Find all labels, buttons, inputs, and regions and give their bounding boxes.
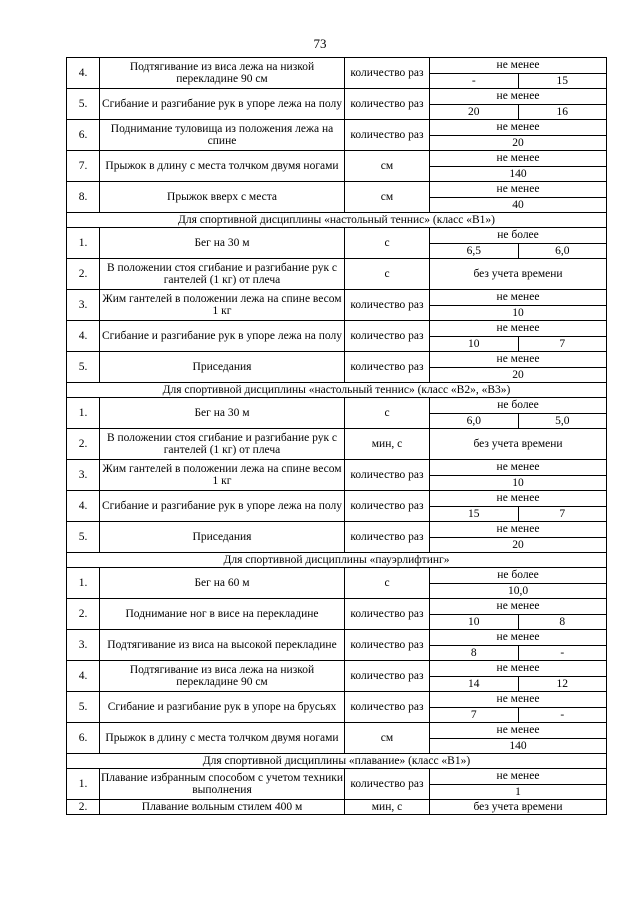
unit: с — [345, 259, 430, 290]
row-number: 5. — [67, 352, 100, 383]
section-header: Для спортивной дисциплины «плавание» (класс «В1») — [67, 754, 607, 769]
standard-cell — [430, 661, 607, 692]
exercise-name: Плавание вольным стилем 400 м — [100, 800, 345, 815]
exercise-row — [67, 120, 607, 151]
standards-table — [66, 57, 607, 815]
standard-value: 7 — [470, 708, 477, 721]
exercise-row — [67, 89, 607, 120]
row-number: 3. — [67, 290, 100, 321]
standard-cell — [430, 89, 607, 120]
exercise-row — [67, 429, 607, 460]
standard-plain: без учета времени — [473, 268, 563, 280]
exercise-row — [67, 800, 607, 815]
unit: с — [345, 398, 430, 429]
exercise-name: В положении стоя сгибание и разгибание рук с гантелей (1 кг) от плеча — [100, 259, 345, 290]
standard-block — [430, 599, 606, 629]
row-number: 6. — [67, 120, 100, 151]
exercise-row — [67, 58, 607, 89]
standard-block — [430, 769, 606, 799]
standard-values — [430, 739, 606, 754]
standard-label: не менее — [430, 723, 606, 739]
standard-label: не менее — [430, 321, 606, 337]
section-header: Для спортивной дисциплины «пауэрлифтинг» — [67, 553, 607, 568]
standard-block — [430, 661, 606, 691]
row-number: 1. — [67, 769, 100, 800]
standard-value: 10 — [512, 476, 524, 489]
standard-value: 1 — [515, 785, 521, 798]
unit: см — [345, 723, 430, 754]
standard-cell — [430, 259, 607, 290]
standard-value: 8 — [470, 646, 477, 659]
standard-label: не менее — [430, 352, 606, 368]
exercise-name: Приседания — [100, 352, 345, 383]
exercise-name: Жим гантелей в положении лежа на спине весом 1 кг — [100, 460, 345, 491]
section-header-row — [67, 383, 607, 398]
section-header: Для спортивной дисциплины «настольный теннис» (класс «В2», «В3») — [67, 383, 607, 398]
standard-value: 20 — [512, 538, 524, 551]
row-number: 2. — [67, 800, 100, 815]
exercise-name: Сгибание и разгибание рук в упоре лежа на полу — [100, 89, 345, 120]
exercise-row — [67, 723, 607, 754]
exercise-row — [67, 522, 607, 553]
standard-label: не более — [430, 398, 606, 414]
unit: количество раз — [345, 58, 430, 89]
standard-value: 20 — [512, 368, 524, 381]
standard-block — [430, 723, 606, 753]
row-number: 3. — [67, 630, 100, 661]
standard-value: 6,0 — [518, 244, 607, 259]
standard-cell — [430, 723, 607, 754]
unit: количество раз — [345, 89, 430, 120]
row-number: 1. — [67, 228, 100, 259]
standard-value: 10,0 — [507, 584, 529, 597]
unit: с — [345, 568, 430, 599]
exercise-name: Жим гантелей в положении лежа на спине весом 1 кг — [100, 290, 345, 321]
standard-value: 20 — [512, 136, 524, 149]
standard-block — [430, 568, 606, 598]
standard-value: 10 — [468, 337, 480, 350]
exercise-name: Подтягивание из виса на высокой перекладине — [100, 630, 345, 661]
exercise-name: Плавание избранным способом с учетом техники выполнения — [100, 769, 345, 800]
standard-block — [430, 692, 606, 722]
exercise-row — [67, 290, 607, 321]
standard-label: не менее — [430, 120, 606, 136]
unit: количество раз — [345, 352, 430, 383]
exercise-name: Прыжок в длину с места толчком двумя ногами — [100, 723, 345, 754]
unit: мин, с — [345, 429, 430, 460]
standard-label: не менее — [430, 692, 606, 708]
standard-value: 8 — [518, 615, 607, 630]
exercise-name: Бег на 30 м — [100, 228, 345, 259]
standard-cell — [430, 182, 607, 213]
standard-cell — [430, 491, 607, 522]
standard-block — [430, 151, 606, 181]
section-header: Для спортивной дисциплины «настольный теннис» (класс «В1») — [67, 213, 607, 228]
exercise-name: Приседания — [100, 522, 345, 553]
standard-block — [430, 398, 606, 428]
standard-cell — [430, 769, 607, 800]
standard-values — [430, 368, 606, 383]
standard-label: не менее — [430, 182, 606, 198]
standard-label: не менее — [430, 661, 606, 677]
standard-value: 6,0 — [466, 414, 481, 427]
unit: см — [345, 151, 430, 182]
exercise-name: Поднимание ног в висе на перекладине — [100, 599, 345, 630]
standard-values — [430, 198, 606, 213]
standard-block — [430, 491, 606, 521]
exercise-name: Сгибание и разгибание рук в упоре на брусьях — [100, 692, 345, 723]
standard-label: не более — [430, 228, 606, 244]
standard-label: не менее — [430, 290, 606, 306]
standard-value: 7 — [518, 507, 607, 522]
unit: мин, с — [345, 800, 430, 815]
standard-cell — [430, 522, 607, 553]
standard-value: 40 — [512, 198, 524, 211]
row-number: 4. — [67, 661, 100, 692]
standard-label: не менее — [430, 89, 606, 105]
exercise-name: Сгибание и разгибание рук в упоре лежа на полу — [100, 321, 345, 352]
standard-values — [430, 306, 606, 321]
exercise-row — [67, 568, 607, 599]
standard-values — [430, 507, 606, 522]
unit: количество раз — [345, 491, 430, 522]
standard-value: 10 — [512, 306, 524, 319]
exercise-row — [67, 460, 607, 491]
standard-value: - — [471, 74, 476, 87]
row-number: 4. — [67, 321, 100, 352]
standard-values — [430, 615, 606, 630]
standard-value: 12 — [518, 677, 607, 692]
standard-cell — [430, 398, 607, 429]
standard-cell — [430, 460, 607, 491]
standard-cell — [430, 630, 607, 661]
exercise-name: Бег на 60 м — [100, 568, 345, 599]
row-number: 4. — [67, 58, 100, 89]
standard-values — [430, 244, 606, 259]
standard-block — [430, 460, 606, 490]
unit: количество раз — [345, 692, 430, 723]
standard-value: 7 — [518, 337, 607, 352]
row-number: 3. — [67, 460, 100, 491]
exercise-name: Бег на 30 м — [100, 398, 345, 429]
unit: количество раз — [345, 522, 430, 553]
exercise-name: Подтягивание из виса лежа на низкой перекладине 90 см — [100, 661, 345, 692]
standard-block — [430, 89, 606, 119]
exercise-row — [67, 151, 607, 182]
exercise-row — [67, 599, 607, 630]
standard-label: не менее — [430, 769, 606, 785]
unit: количество раз — [345, 630, 430, 661]
row-number: 2. — [67, 259, 100, 290]
standard-cell — [430, 599, 607, 630]
standard-value: 6,5 — [466, 244, 481, 257]
exercise-name: Сгибание и разгибание рук в упоре лежа на полу — [100, 491, 345, 522]
standard-values — [430, 136, 606, 151]
row-number: 8. — [67, 182, 100, 213]
row-number: 4. — [67, 491, 100, 522]
standard-value: 20 — [468, 105, 480, 118]
row-number: 2. — [67, 429, 100, 460]
standard-value: 5,0 — [518, 414, 607, 429]
standard-block — [430, 290, 606, 320]
standard-block — [430, 228, 606, 258]
standard-label: не менее — [430, 491, 606, 507]
standard-plain: без учета времени — [473, 438, 563, 450]
standard-cell — [430, 352, 607, 383]
standard-values — [430, 584, 606, 599]
standard-cell — [430, 228, 607, 259]
row-number: 6. — [67, 723, 100, 754]
standard-values — [430, 105, 606, 120]
standard-values — [430, 167, 606, 182]
standard-block — [430, 630, 606, 660]
standard-values — [430, 677, 606, 692]
standard-value: 16 — [518, 105, 607, 120]
standard-block — [430, 321, 606, 351]
standard-block — [430, 352, 606, 382]
standard-label: не менее — [430, 522, 606, 538]
standard-label: не менее — [430, 58, 606, 74]
standard-label: не более — [430, 568, 606, 584]
exercise-row — [67, 352, 607, 383]
unit: количество раз — [345, 599, 430, 630]
unit: количество раз — [345, 321, 430, 352]
standard-values — [430, 476, 606, 491]
unit: количество раз — [345, 120, 430, 151]
standard-value: 15 — [468, 507, 480, 520]
standard-cell — [430, 429, 607, 460]
standard-cell — [430, 692, 607, 723]
exercise-row — [67, 692, 607, 723]
exercise-row — [67, 321, 607, 352]
row-number: 5. — [67, 692, 100, 723]
section-header-row — [67, 553, 607, 568]
standard-cell — [430, 568, 607, 599]
standard-value: 15 — [518, 74, 607, 89]
unit: количество раз — [345, 661, 430, 692]
exercise-name: Прыжок в длину с места толчком двумя ногами — [100, 151, 345, 182]
standard-values — [430, 414, 606, 429]
standard-label: не менее — [430, 630, 606, 646]
exercise-row — [67, 259, 607, 290]
standard-value: 10 — [468, 615, 480, 628]
exercise-row — [67, 182, 607, 213]
standard-cell — [430, 290, 607, 321]
standard-value: 140 — [509, 739, 527, 752]
standard-value: - — [518, 646, 607, 661]
standard-block — [430, 120, 606, 150]
standard-block — [430, 58, 606, 88]
row-number: 2. — [67, 599, 100, 630]
exercise-name: В положении стоя сгибание и разгибание рук с гантелей (1 кг) от плеча — [100, 429, 345, 460]
exercise-row — [67, 661, 607, 692]
unit: с — [345, 228, 430, 259]
standard-cell — [430, 321, 607, 352]
standard-value: - — [518, 708, 607, 723]
exercise-row — [67, 398, 607, 429]
standard-values — [430, 646, 606, 661]
exercise-name: Прыжок вверх с места — [100, 182, 345, 213]
standard-cell — [430, 58, 607, 89]
exercise-row — [67, 228, 607, 259]
exercise-name: Подтягивание из виса лежа на низкой перекладине 90 см — [100, 58, 345, 89]
unit: количество раз — [345, 769, 430, 800]
section-header-row — [67, 754, 607, 769]
standard-value: 140 — [509, 167, 527, 180]
unit: количество раз — [345, 460, 430, 491]
unit: количество раз — [345, 290, 430, 321]
standard-values — [430, 708, 606, 723]
standard-value: 14 — [468, 677, 480, 690]
standard-label: не менее — [430, 460, 606, 476]
standard-values — [430, 74, 606, 89]
standards-table-body — [67, 58, 607, 815]
row-number: 1. — [67, 398, 100, 429]
unit: см — [345, 182, 430, 213]
row-number: 5. — [67, 89, 100, 120]
section-header-row — [67, 213, 607, 228]
page-number: 73 — [313, 36, 327, 51]
exercise-row — [67, 769, 607, 800]
standard-label: не менее — [430, 599, 606, 615]
row-number: 5. — [67, 522, 100, 553]
standard-block — [430, 182, 606, 212]
standard-values — [430, 538, 606, 553]
row-number: 7. — [67, 151, 100, 182]
standard-block — [430, 522, 606, 552]
standard-label: не менее — [430, 151, 606, 167]
standard-values — [430, 337, 606, 352]
standard-values — [430, 785, 606, 800]
standard-cell — [430, 120, 607, 151]
row-number: 1. — [67, 568, 100, 599]
exercise-row — [67, 491, 607, 522]
exercise-row — [67, 630, 607, 661]
standard-cell — [430, 800, 607, 815]
exercise-name: Поднимание туловища из положения лежа на спине — [100, 120, 345, 151]
standard-plain: без учета времени — [473, 801, 563, 813]
standard-cell — [430, 151, 607, 182]
